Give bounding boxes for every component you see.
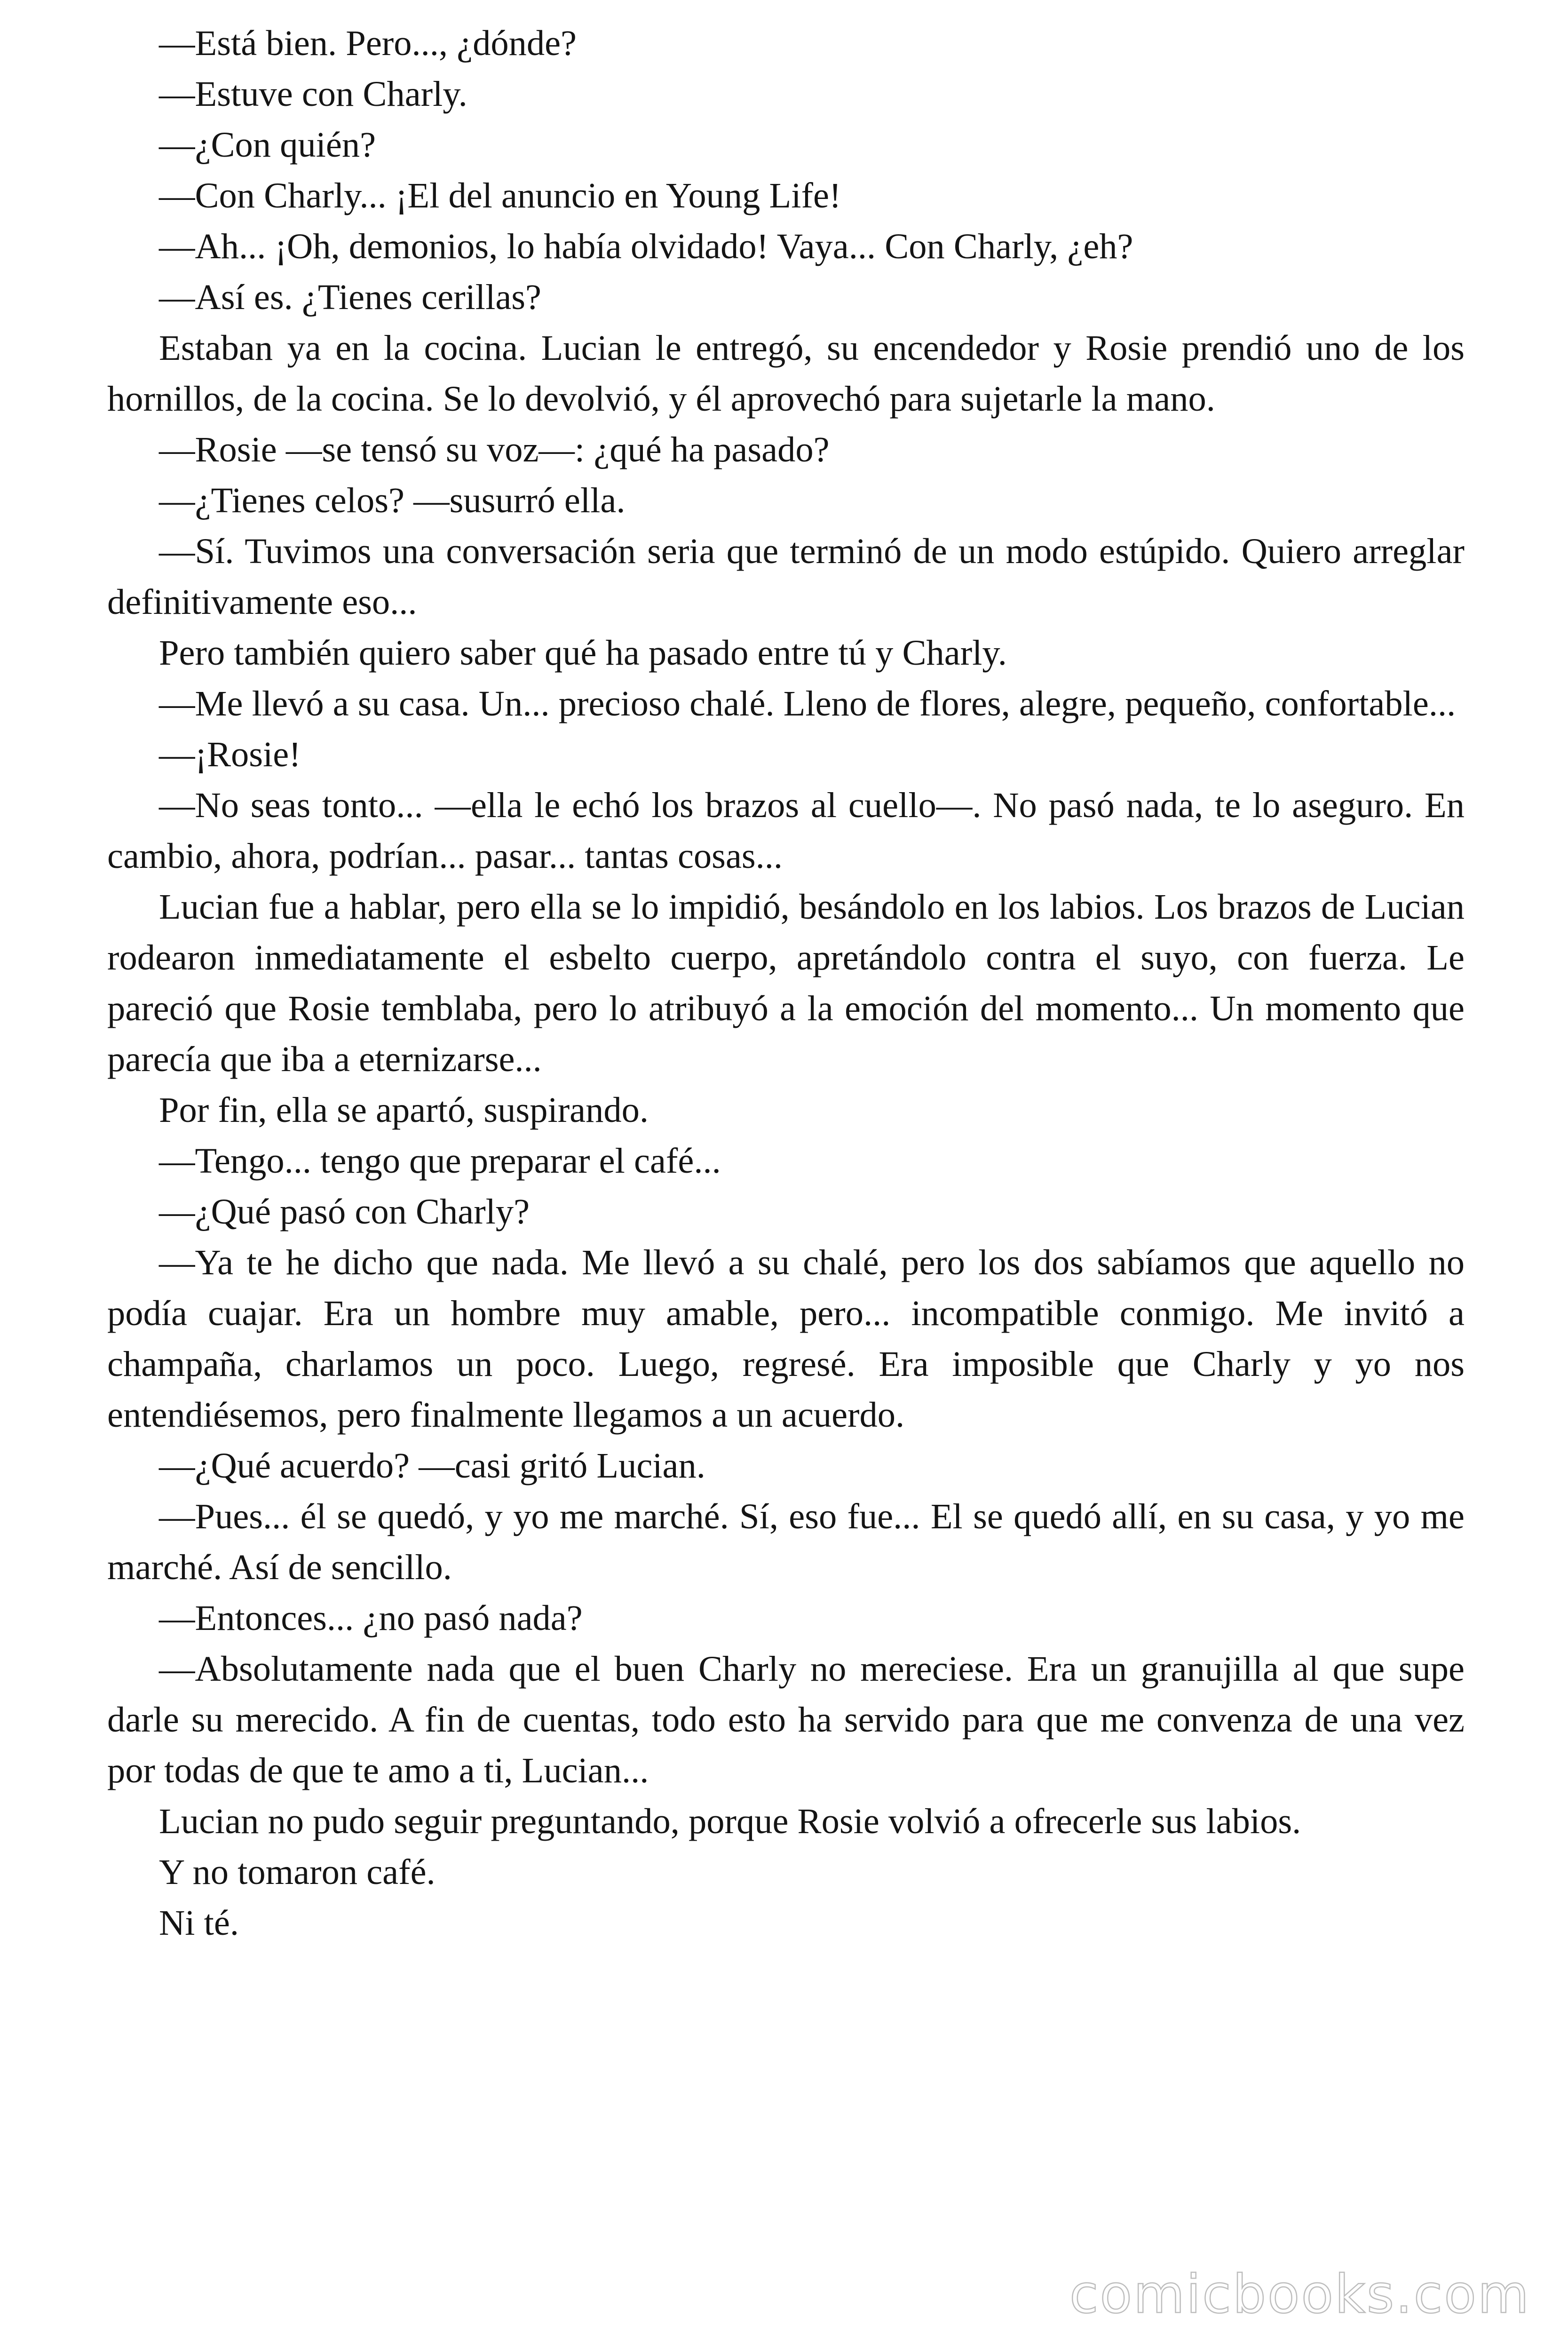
paragraph: Estaban ya en la cocina. Lucian le entregó, su encendedor y Rosie prendió uno de los hornillos, de la cocina. Se lo devolvió, y él aprovechó para sujetarle la mano.	[107, 328, 1465, 419]
paragraph: —¿Con quién?	[159, 125, 376, 165]
paragraph: —Entonces... ¿no pasó nada?	[159, 1598, 583, 1638]
paragraph: Y no tomaron café.	[159, 1852, 436, 1892]
paragraph: Ni té.	[159, 1903, 239, 1943]
page-body-text	[107, 18, 1465, 1948]
paragraph: —¿Tienes celos? —susurró ella.	[159, 480, 626, 520]
paragraph: —Me llevó a su casa. Un... precioso chalé. Lleno de flores, alegre, pequeño, confortable...	[159, 683, 1456, 723]
paragraph: —Pues... él se quedó, y yo me marché. Sí, eso fue... El se quedó allí, en su casa, y yo me marché. Así de sencillo.	[107, 1496, 1465, 1587]
paragraph: —Tengo... tengo que preparar el café...	[159, 1141, 721, 1181]
paragraph: —Rosie —se tensó su voz—: ¿qué ha pasado?	[159, 429, 830, 469]
watermark: comicbooks.com	[1069, 2264, 1530, 2325]
paragraph: Pero también quiero saber qué ha pasado entre tú y Charly.	[159, 633, 1007, 673]
paragraph: Lucian no pudo seguir preguntando, porque Rosie volvió a ofrecerle sus labios.	[159, 1801, 1301, 1841]
paragraph: —Con Charly... ¡El del anuncio en Young Life!	[159, 175, 841, 215]
paragraph: —Está bien. Pero..., ¿dónde?	[159, 23, 577, 63]
paragraph: —¡Rosie!	[159, 734, 301, 774]
paragraph: —Sí. Tuvimos una conversación seria que terminó de un modo estúpido. Quiero arreglar definitivamente eso...	[107, 531, 1465, 622]
paragraph: —Estuve con Charly.	[159, 74, 467, 114]
paragraph: —Absolutamente nada que el buen Charly no mereciese. Era un granujilla al que supe darle su merecido. A fin de cuentas, todo esto ha servido para que me convenza de una vez por todas de que te amo a ti, Lucian...	[107, 1649, 1465, 1790]
paragraph: —Ya te he dicho que nada. Me llevó a su chalé, pero los dos sabíamos que aquello no podía cuajar. Era un hombre muy amable, pero... incompatible conmigo. Me invitó a champaña, charlamos un poco. Luego, regresé. Era imposible que Charly y yo nos entendiésemos, pero finalmente llegamos a un acuerdo.	[107, 1242, 1465, 1435]
paragraph: —Así es. ¿Tienes cerillas?	[159, 277, 541, 317]
paragraph: —Ah... ¡Oh, demonios, lo había olvidado! Vaya... Con Charly, ¿eh?	[159, 226, 1133, 266]
paragraph: —No seas tonto... —ella le echó los brazos al cuello—. No pasó nada, te lo aseguro. En cambio, ahora, podrían... pasar... tantas cosas...	[107, 785, 1465, 876]
paragraph: Por fin, ella se apartó, suspirando.	[159, 1090, 649, 1130]
paragraph: —¿Qué pasó con Charly?	[159, 1192, 530, 1232]
paragraph: Lucian fue a hablar, pero ella se lo impidió, besándolo en los labios. Los brazos de Lucian rodearon inmediatamente el esbelto cuerpo, apretándolo contra el suyo, con fuerza. Le pareció que Rosie temblaba, pero lo atribuyó a la emoción del momento... Un momento que parecía que iba a eternizarse...	[107, 887, 1465, 1079]
paragraph: —¿Qué acuerdo? —casi gritó Lucian.	[159, 1446, 705, 1486]
